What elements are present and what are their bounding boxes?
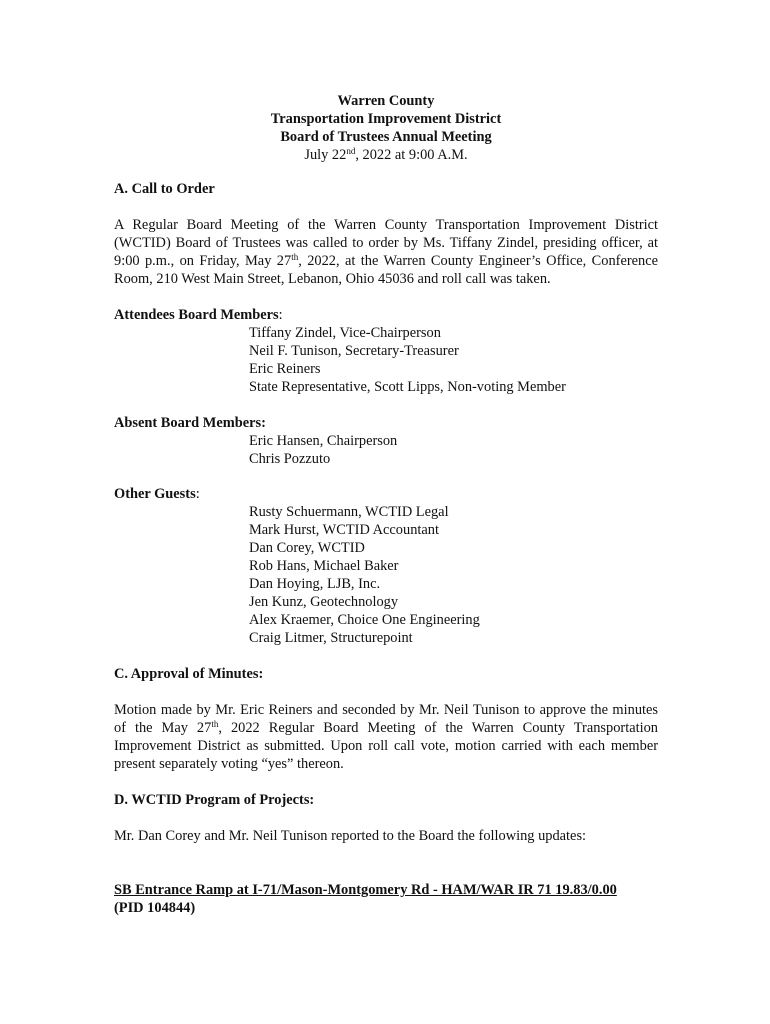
header-meeting-title: Board of Trustees Annual Meeting [280, 129, 492, 145]
guest-name: Rob Hans, Michael Baker [249, 558, 399, 574]
guest-name: Dan Hoying, LJB, Inc. [249, 576, 381, 592]
attendee-name: Neil F. Tunison, Secretary-Treasurer [249, 343, 459, 359]
absent-name: Eric Hansen, Chairperson [249, 433, 398, 449]
section-a-text-rest: , 2022, at the Warren County Engineer’s Office, Conference Room, 210 West Main Street, Lebanon, Ohio 45036 and roll call was taken. [114, 253, 658, 287]
header-county: Warren County [337, 93, 435, 109]
section-d-intro: Mr. Dan Corey and Mr. Neil Tunison reported to the Board the following updates: [114, 828, 587, 844]
guest-name: Dan Corey, WCTID [249, 540, 365, 556]
project-title-line: SB Entrance Ramp at I-71/Mason-Montgomery Rd - HAM/WAR IR 71 19.83/0.00 [114, 882, 617, 898]
guest-name: Craig Litmer, Structurepoint [249, 630, 413, 646]
guest-name: Alex Kraemer, Choice One Engineering [249, 612, 480, 628]
attendees-label-text: Attendees Board Members [114, 307, 279, 323]
guests-block [114, 485, 658, 647]
section-c-suffix: th [211, 719, 219, 729]
header-date-suffix: nd [346, 146, 356, 156]
attendee-name: State Representative, Scott Lipps, Non-voting Member [249, 379, 566, 395]
guests-list [249, 503, 658, 647]
guest-name: Jen Kunz, Geotechnology [249, 594, 399, 610]
section-c-text: Motion made by Mr. Eric Reiners and seconded by Mr. Neil Tunison to approve the minutes of the May 27 [114, 702, 658, 736]
project-title [114, 881, 658, 917]
attendee-name: Tiffany Zindel, Vice-Chairperson [249, 325, 441, 341]
section-c-paragraph [114, 701, 658, 773]
header-date-main: July 22 [304, 147, 347, 163]
section-a-text: A Regular Board Meeting of the Warren County Transportation Improvement District (WCTID) Board of Trustees was called to order by Ms. Tiffany Zindel, presiding officer, at 9:00 p.m., on Friday, May 27 [114, 217, 658, 269]
absent-name: Chris Pozzuto [249, 451, 331, 467]
guests-label [114, 485, 658, 503]
absent-block [114, 414, 658, 468]
document-header [114, 92, 658, 164]
guest-name: Mark Hurst, WCTID Accountant [249, 522, 439, 538]
header-date-rest: , 2022 at 9:00 A.M. [355, 147, 468, 163]
section-c-text-rest: , 2022 Regular Board Meeting of the Warren County Transportation Improvement District as submitted. Upon roll call vote, motion carried with each member present separately voting “yes” thereon. [114, 720, 658, 772]
attendees-label [114, 306, 658, 324]
header-date [114, 146, 658, 164]
guests-label-colon: : [195, 486, 200, 502]
attendees-block [114, 306, 658, 396]
attendees-label-colon: : [278, 307, 283, 323]
section-c-heading: C. Approval of Minutes: [114, 666, 264, 682]
section-a-heading: A. Call to Order [114, 181, 215, 197]
section-d-heading: D. WCTID Program of Projects: [114, 792, 315, 808]
guests-label-text: Other Guests [114, 486, 196, 502]
section-a-suffix: th [291, 252, 299, 262]
absent-list [249, 432, 658, 468]
document-page [114, 92, 658, 917]
attendee-name: Eric Reiners [249, 361, 321, 377]
attendees-list [249, 324, 658, 396]
guest-name: Rusty Schuermann, WCTID Legal [249, 504, 449, 520]
header-district: Transportation Improvement District [270, 111, 502, 127]
project-pid: (PID 104844) [114, 900, 196, 916]
section-a-paragraph [114, 216, 658, 288]
absent-label: Absent Board Members: [114, 415, 266, 431]
